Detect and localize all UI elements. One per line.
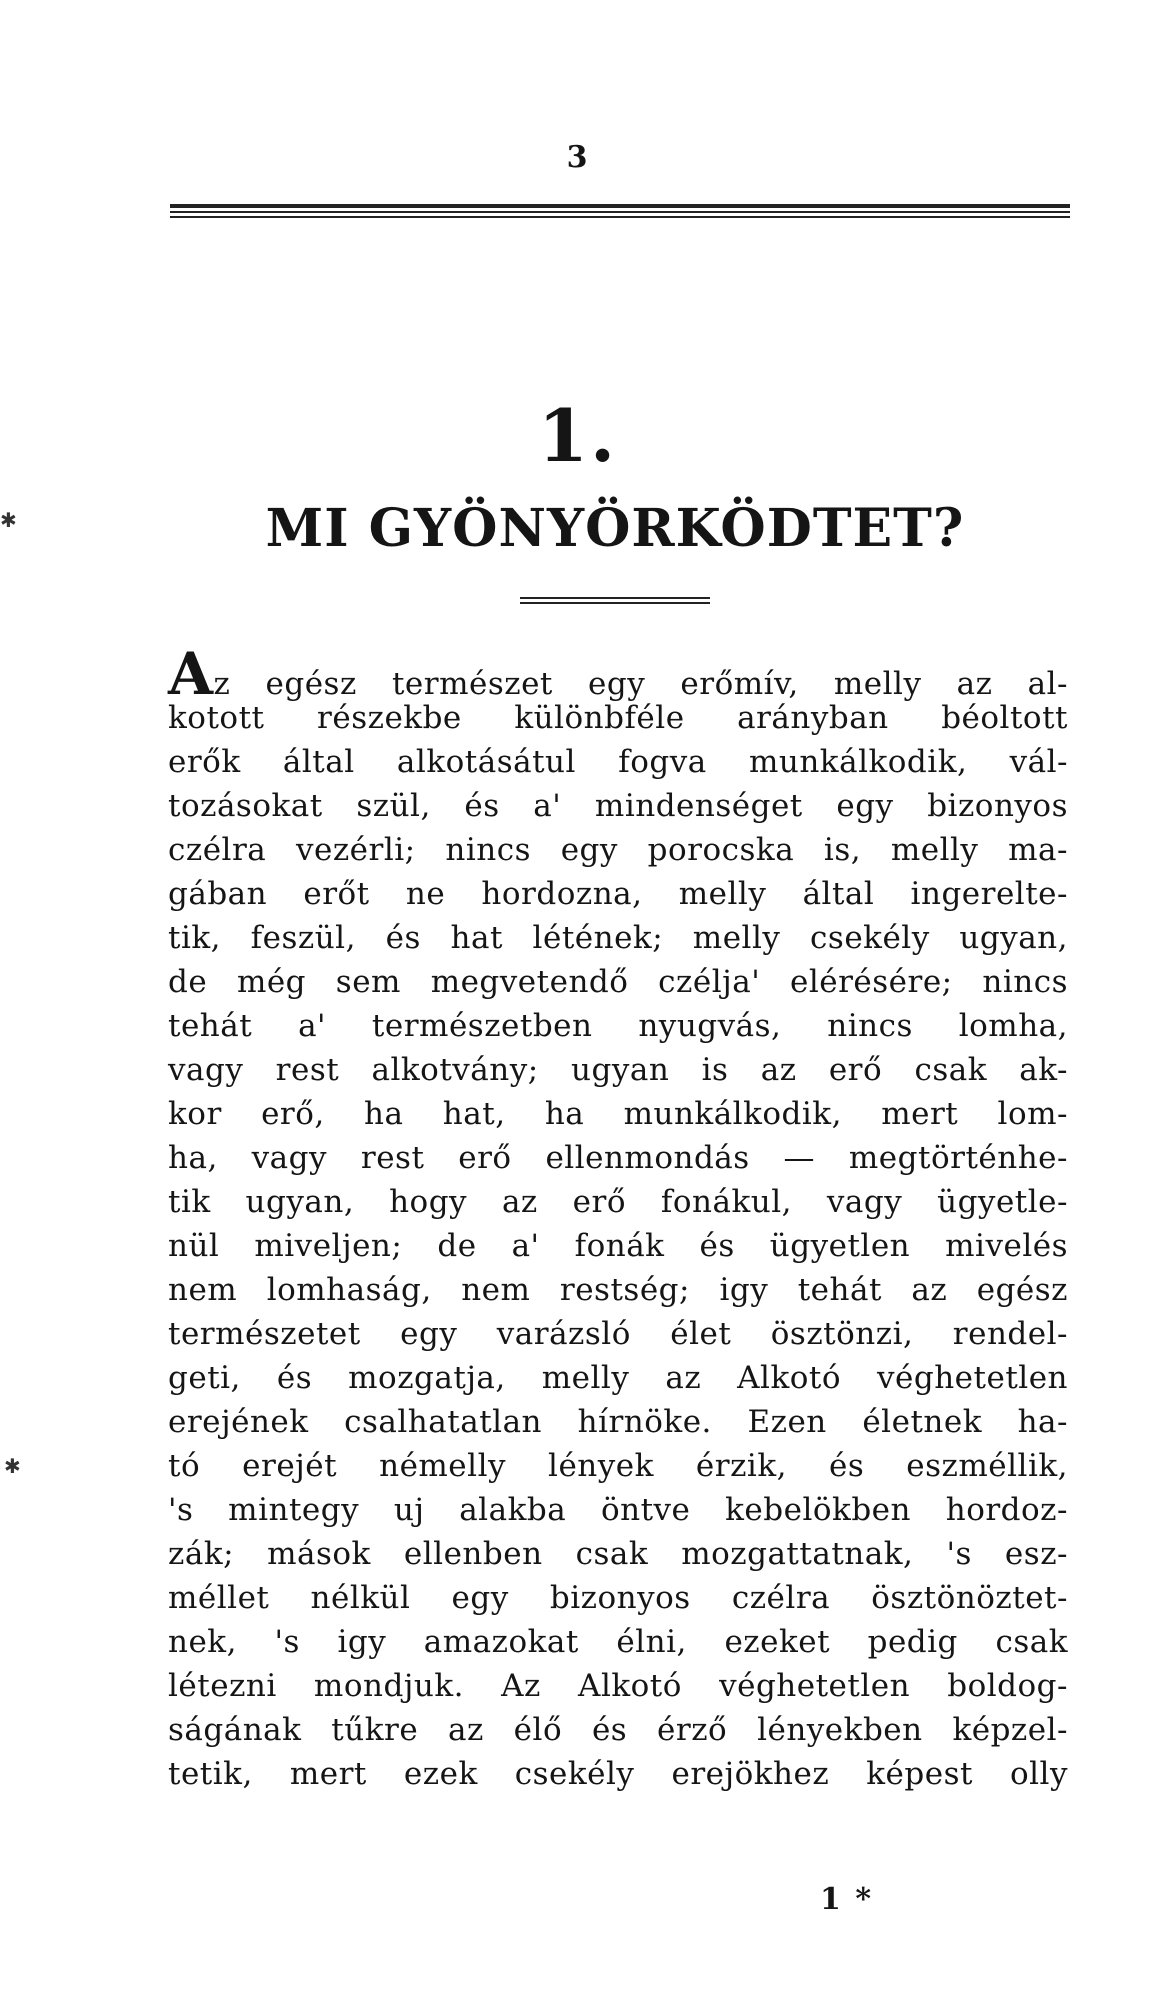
page-number: 3 — [566, 140, 589, 175]
text-line: nem lomhaság, nem restség; igy tehát az egész — [168, 1272, 1068, 1308]
title-divider-line-2 — [520, 602, 710, 604]
text-line: czélra vezérli; nincs egy porocska is, melly ma- — [168, 832, 1068, 868]
text-line: kotott részekbe különbféle arányban béoltott — [168, 700, 1068, 736]
title-divider — [520, 597, 710, 607]
text-line: tó erejét némelly lények érzik, és eszméllik, — [168, 1448, 1068, 1484]
text-line: tozásokat szül, és a' mindenséget egy bizonyos — [168, 788, 1068, 824]
text-line — [168, 640, 1068, 708]
title-divider-line-1 — [520, 597, 710, 599]
text-line: geti, és mozgatja, melly az Alkotó véghetetlen — [168, 1360, 1068, 1396]
text-line: tik ugyan, hogy az erő fonákul, vagy ügyetle- — [168, 1184, 1068, 1220]
text-line: 's mintegy uj alakba öntve kebelökben hordoz- — [168, 1492, 1068, 1528]
text-line: tehát a' természetben nyugvás, nincs lomha, — [168, 1008, 1068, 1044]
chapter-number: 1. — [537, 393, 618, 478]
text-line: természetet egy varázsló élet ösztönzi, rendel- — [168, 1316, 1068, 1352]
text-line: kor erő, ha hat, ha munkálkodik, mert lom- — [168, 1096, 1068, 1132]
header-rule — [170, 204, 1070, 221]
text-line: gában erőt ne hordozna, melly által ingerelte- — [168, 876, 1068, 912]
header-rule-line-2 — [170, 211, 1070, 213]
signature-mark: 1 * — [820, 1882, 874, 1917]
text-line: zák; mások ellenben csak mozgattatnak, 's esz- — [168, 1536, 1068, 1572]
text-line: nek, 's igy amazokat élni, ezeket pedig csak — [168, 1624, 1068, 1660]
text-line: erők által alkotásátul fogva munkálkodik, vál- — [168, 744, 1068, 780]
text-line: nül miveljen; de a' fonák és ügyetlen mivelés — [168, 1228, 1068, 1264]
text-line: de még sem megvetendő czélja' elérésére; nincs — [168, 964, 1068, 1000]
text-line: méllet nélkül egy bizonyos czélra ösztönöztet- — [168, 1580, 1068, 1616]
text-line: tik, feszül, és hat létének; melly csekély ugyan, — [168, 920, 1068, 956]
text-line: erejének csalhatatlan hírnöke. Ezen életnek ha- — [168, 1404, 1068, 1440]
margin-speck-mark: ✱ — [4, 1454, 21, 1478]
margin-speck-mark: ✱ — [0, 508, 17, 532]
text-line: tetik, mert ezek csekély erejökhez képest olly — [168, 1756, 1068, 1792]
text-line: ha, vagy rest erő ellenmondás — megtörténhe- — [168, 1140, 1068, 1176]
text-line: létezni mondjuk. Az Alkotó véghetetlen boldog- — [168, 1668, 1068, 1704]
text-line-content: z egész természet egy erőmív, melly az al- — [213, 666, 1068, 702]
header-rule-line-3 — [170, 216, 1070, 218]
text-line: ságának tűkre az élő és érző lényekben képzel- — [168, 1712, 1068, 1748]
chapter-title: MI GYÖNYÖRKÖDTET? — [265, 498, 965, 559]
body-text — [168, 640, 1068, 1796]
drop-cap: A — [168, 640, 214, 708]
text-line: vagy rest alkotvány; ugyan is az erő csak ak- — [168, 1052, 1068, 1088]
header-rule-line-1 — [170, 204, 1070, 208]
